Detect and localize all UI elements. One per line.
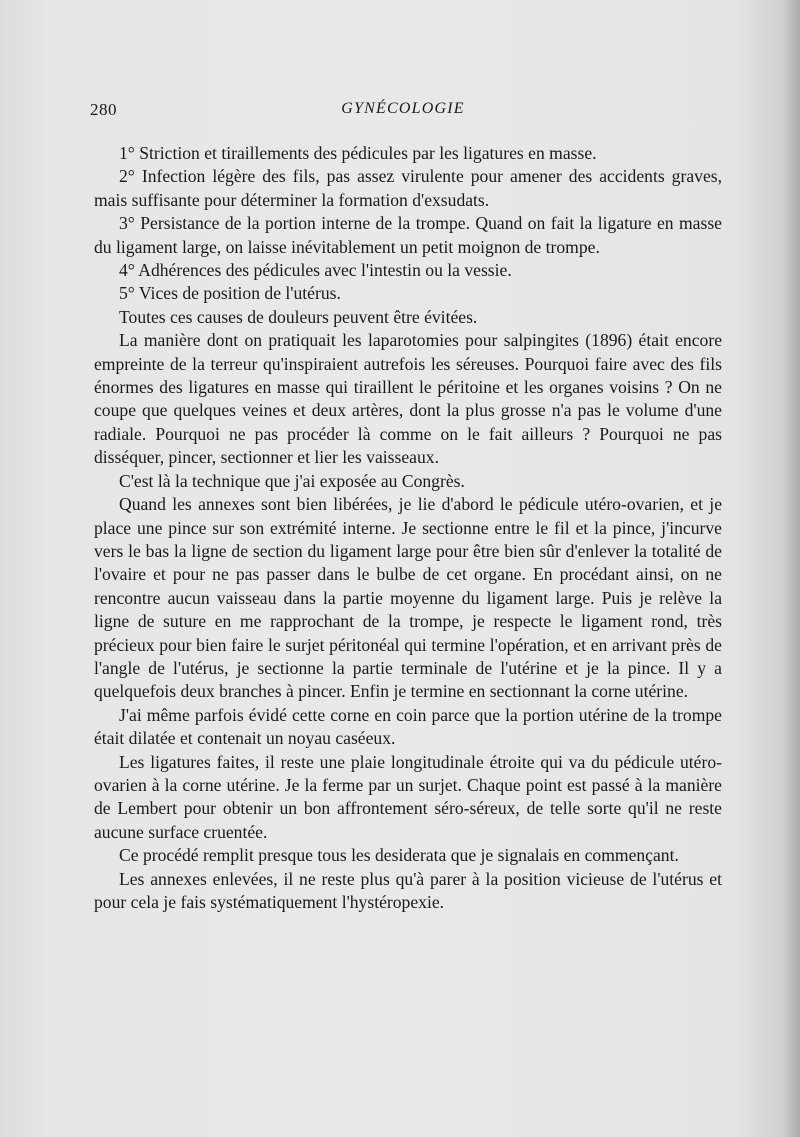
- page-edge-shadow: [782, 0, 800, 1137]
- paragraph: 5° Vices de position de l'utérus.: [119, 283, 341, 304]
- paragraph: Les annexes enlevées, il ne reste plus qu'à parer à la position vicieuse de l'utérus et pour cela je fais systématiquement l'hystéropexie.: [94, 868, 722, 912]
- paragraph: La manière dont on pratiquait les laparotomies pour salpingites (1896) était encore empreinte de la terreur qu'inspiraient autrefois les séreuses. Pourquoi faire avec des fils énormes des ligatures en masse qui tiraillent le péritoine et les organes voisins ? On ne coupe que quelques veines et deux artères, dont la plus grosse n'a pas le volume d'une radiale. Pourquoi ne pas procéder là comme on le fait ailleurs ? Pourquoi ne pas disséquer, pincer, sectionner et lier les vaisseaux.: [94, 330, 722, 468]
- paragraph: C'est là la technique que j'ai exposée au Congrès.: [119, 470, 465, 491]
- page-header: [86, 100, 720, 126]
- paragraph: 4° Adhérences des pédicules avec l'intestin ou la vessie.: [119, 260, 512, 281]
- page-number: 280: [90, 100, 117, 119]
- paragraph: 3° Persistance de la portion interne de la trompe. Quand on fait la ligature en masse du ligament large, on laisse inévitablement un petit moignon de trompe.: [94, 213, 722, 257]
- paragraph: Les ligatures faites, il reste une plaie longitudinale étroite qui va du pédicule utéro-ovarien à la corne utérine. Je la ferme par un surjet. Chaque point est passé à la manière de Lembert pour obtenir un bon affrontement séro-séreux, de telle sorte qu'il ne reste aucune surface cruentée.: [94, 751, 722, 842]
- body-text: [94, 142, 722, 914]
- running-title: GYNÉCOLOGIE: [341, 100, 465, 117]
- paragraph: Ce procédé remplit presque tous les desiderata que je signalais en commençant.: [119, 845, 679, 866]
- paragraph: Quand les annexes sont bien libérées, je lie d'abord le pédicule utéro-ovarien, et je place une pince sur son extrémité interne. Je sectionne entre le fil et la pince, j'incurve vers le bas la ligne de section du ligament large pour être bien sûr d'enlever la totalité de l'ovaire et pour ne pas passer dans le bulbe de cet organe. En procédant ainsi, on ne rencontre aucun vaisseau dans la partie moyenne du ligament large. Puis je relève la ligne de suture en me rapprochant de la trompe, je respecte le ligament rond, très précieux pour bien faire le surjet péritonéal qui termine l'opération, et en arrivant près de l'angle de l'utérus, je sectionne la partie terminale de l'utérine et je la pince. Il y a quelquefois deux branches à pincer. Enfin je termine en sectionnant la corne utérine.: [94, 494, 722, 702]
- paragraph: 2° Infection légère des fils, pas assez virulente pour amener des accidents graves, mais suffisante pour déterminer la formation d'exsudats.: [94, 166, 722, 210]
- paragraph: 1° Striction et tiraillements des pédicules par les ligatures en masse.: [119, 143, 597, 163]
- paragraph: J'ai même parfois évidé cette corne en coin parce que la portion utérine de la trompe était dilatée et contenait un noyau caséeux.: [94, 704, 722, 749]
- paragraph: Toutes ces causes de douleurs peuvent être évitées.: [119, 306, 478, 327]
